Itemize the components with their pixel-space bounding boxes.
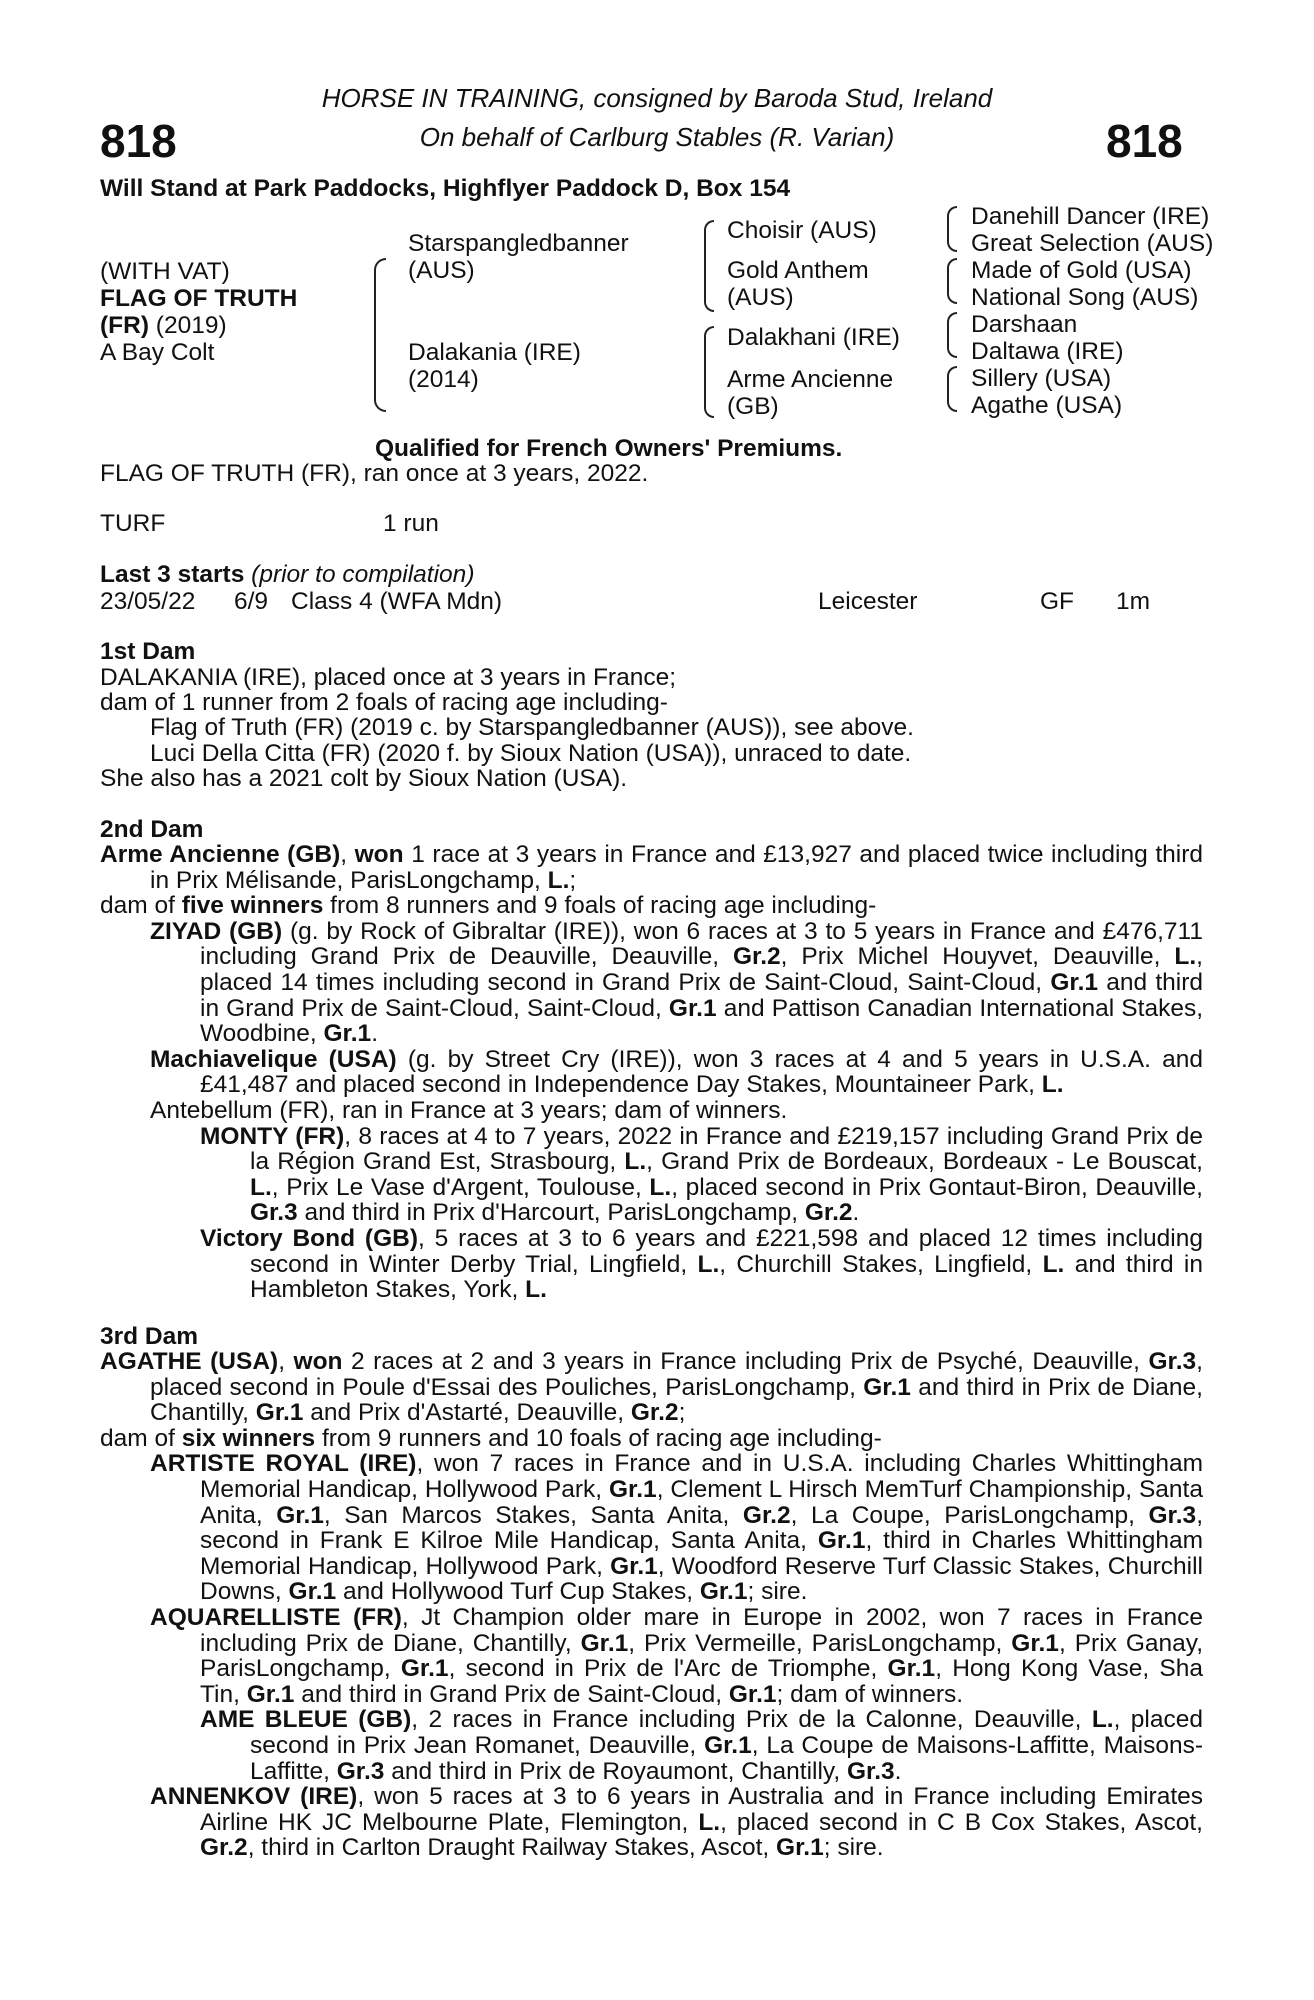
pedigree-g3-0: Danehill Dancer (IRE) <box>971 203 1210 230</box>
consignor-line: HORSE IN TRAINING, consigned by Baroda Stud, Ireland <box>321 83 993 113</box>
horse-origin-year <box>100 313 227 339</box>
record-surface: TURF <box>100 510 166 537</box>
start-date: 23/05/22 <box>100 588 196 615</box>
pedigree-brace-g3-3 <box>947 312 957 358</box>
race-summary: FLAG OF TRUTH (FR), ran once at 3 years, 2022. <box>100 460 649 487</box>
pedigree-g3-4: Darshaan <box>971 311 1078 338</box>
pedigree-sire-origin: (AUS) <box>408 257 475 284</box>
record-runs: 1 run <box>383 510 439 537</box>
dam2-entry-ziyad: ZIYAD (GB) (g. by Rock of Gibraltar (IRE)), won 6 races at 3 to 5 years in France and £476,711 including Grand Prix de Deauville, Deauville, Gr.2, Prix Michel Houyvet, Deauville, L., placed 14 times including second in Grand Prix de Saint-Cloud, Saint-Cloud, Gr.1 and third in Grand Prix de Saint-Cloud, Saint-Cloud, Gr.1 and Pattison Canadian International Stakes, Woodbine, Gr.1. <box>150 917 1204 1048</box>
dam2-entry-monty: MONTY (FR), 8 races at 4 to 7 years, 2022 in France and £219,157 including Grand Prix de la Région Grand Est, Strasbourg, L., Grand Prix de Bordeaux, Bordeaux - Le Bouscat, L., Prix Le Vase d'Argent, Toulouse, L., placed second in Prix Gontaut-Biron, Deauville, Gr.3 and third in Prix d'Harcourt, ParisLongchamp, Gr.2. <box>200 1122 1203 1227</box>
dam3-entry-agathe: AGATHE (USA), won 2 races at 2 and 3 years in France including Prix de Psyché, Deauville, Gr.3, placed second in Poule d'Essai des Pouliches, ParisLongchamp, Gr.1 and third in Prix de Diane, Chantilly, Gr.1 and Prix d'Astarté, Deauville, Gr.2; <box>100 1348 1203 1427</box>
dam1-line-4: She also has a 2021 colt by Sioux Nation (USA). <box>100 765 628 792</box>
pedigree-dam-year: (2014) <box>408 366 479 393</box>
pedigree-g3-1: Great Selection (AUS) <box>971 230 1214 257</box>
pedigree-g3-7: Agathe (USA) <box>971 392 1123 419</box>
dam1-line-3: Luci Della Citta (FR) (2020 f. by Sioux Nation (USA)), unraced to date. <box>150 740 912 767</box>
pedigree-brace-g3-2 <box>947 258 957 304</box>
last-starts-title: Last 3 starts <box>100 561 245 588</box>
pedigree-g2-4: Arme Ancienne <box>727 366 894 393</box>
dam2-entry-antebellum: Antebellum (FR), ran in France at 3 years; dam of winners. <box>150 1096 788 1124</box>
pedigree-g3-2: Made of Gold (USA) <box>971 257 1192 284</box>
pedigree-g2-1: Gold Anthem <box>727 257 869 284</box>
dam3-produce: dam of six winners from 9 runners and 10 foals of racing age including- <box>100 1424 882 1452</box>
pedigree-g3-3: National Song (AUS) <box>971 284 1199 311</box>
dam1-line-2: Flag of Truth (FR) (2019 c. by Starspangledbanner (AUS)), see above. <box>150 714 914 741</box>
pedigree-g2-2: (AUS) <box>727 284 794 311</box>
start-distance: 1m <box>1116 588 1151 615</box>
pedigree-brace-sire <box>704 220 714 312</box>
dam2-produce: dam of five winners from 8 runners and 9 foals of racing age including- <box>100 892 877 920</box>
pedigree-g2-5: (GB) <box>727 393 779 420</box>
start-position: 6/9 <box>234 588 269 615</box>
start-going: GF <box>1040 588 1075 615</box>
pedigree-brace-g3-4 <box>947 366 957 412</box>
last-starts-note: (prior to compilation) <box>251 561 475 588</box>
dam1-line-1: dam of 1 runner from 2 foals of racing age including- <box>100 689 668 716</box>
last-starts-heading <box>100 562 474 588</box>
start-class: Class 4 (WFA Mdn) <box>291 588 503 615</box>
pedigree-g3-5: Daltawa (IRE) <box>971 338 1124 365</box>
pedigree-brace-g3-1 <box>947 206 957 252</box>
dam3-body <box>100 1349 1203 1861</box>
dam3-entry-ame-bleue: AME BLEUE (GB), 2 races in France including Prix de la Calonne, Deauville, L., placed second in Prix Jean Romanet, Deauville, Gr.1, La Coupe de Maisons-Laffitte, Maisons-Laffitte, Gr.3 and third in Prix de Royaumont, Chantilly, Gr.3. <box>200 1706 1203 1785</box>
pedigree-g2-3: Dalakhani (IRE) <box>727 324 900 351</box>
horse-name: FLAG OF TRUTH <box>100 285 298 312</box>
horse-suffix: (FR) <box>100 312 149 339</box>
dam1-line-0: DALAKANIA (IRE), placed once at 3 years in France; <box>100 664 677 691</box>
dam3-entry-artiste-royal: ARTISTE ROYAL (IRE), won 7 races in France and in U.S.A. including Charles Whittingham Memorial Handicap, Hollywood Park, Gr.1, Clement L Hirsch MemTurf Championship, Santa Anita, Gr.1, San Marcos Stakes, Santa Anita, Gr.2, La Coupe, ParisLongchamp, Gr.3, second in Frank E Kilroe Mile Handicap, Santa Anita, Gr.1, third in Charles Whittingham Memorial Handicap, Hollywood Park, Gr.1, Woodford Reserve Turf Classic Stakes, Churchill Downs, Gr.1 and Hollywood Turf Cup Stakes, Gr.1; sire. <box>150 1450 1203 1606</box>
dam3-heading: 3rd Dam <box>100 1323 199 1350</box>
lot-number-left: 818 <box>100 115 177 167</box>
horse-year: (2019) <box>155 312 227 339</box>
dam3-entry-annenkov: ANNENKOV (IRE), won 5 races at 3 to 6 years in Australia and in France including Emirates Airline HK JC Melbourne Plate, Flemington, L., placed second in C B Cox Stakes, Ascot, Gr.2, third in Carlton Draught Railway Stakes, Ascot, Gr.1; sire. <box>150 1783 1204 1862</box>
premium-note: Qualified for French Owners' Premiums. <box>375 435 843 462</box>
dam2-heading: 2nd Dam <box>100 816 204 843</box>
vat-note: (WITH VAT) <box>100 258 230 285</box>
dam2-entry-arme: Arme Ancienne (GB), won 1 race at 3 years in France and £13,927 and placed twice including third in Prix Mélisande, ParisLongchamp, L.; <box>100 841 1203 894</box>
pedigree-dam-name: Dalakania (IRE) <box>408 339 581 366</box>
pedigree-sire-name: Starspangledbanner <box>408 230 629 257</box>
start-course: Leicester <box>818 588 918 615</box>
dam2-entry-machiavelique: Machiavelique (USA) (g. by Street Cry (IRE)), won 3 races at 4 and 5 years in U.S.A. and £41,487 and placed second in Independence Day Stakes, Mountaineer Park, L. <box>150 1045 1203 1099</box>
horse-sex: A Bay Colt <box>100 339 215 366</box>
on-behalf-line: On behalf of Carlburg Stables (R. Varian) <box>419 122 895 152</box>
dam3-entry-aquarelliste: AQUARELLISTE (FR), Jt Champion older mare in Europe in 2002, won 7 races in France including Prix de Diane, Chantilly, Gr.1, Prix Vermeille, ParisLongchamp, Gr.1, Prix Ganay, ParisLongchamp, Gr.1, second in Prix de l'Arc de Triomphe, Gr.1, Hong Kong Vase, Sha Tin, Gr.1 and third in Grand Prix de Saint-Cloud, Gr.1; dam of winners. <box>150 1603 1204 1708</box>
dam2-body <box>100 842 1203 1303</box>
dam1-heading: 1st Dam <box>100 638 196 665</box>
dam2-entry-victory-bond: Victory Bond (GB), 5 races at 3 to 6 years and £221,598 and placed 12 times including second in Winter Derby Trial, Lingfield, L., Churchill Stakes, Lingfield, L. and third in Hambleton Stakes, York, L. <box>200 1224 1204 1304</box>
pedigree-g3-6: Sillery (USA) <box>971 365 1112 392</box>
pedigree-g2-0: Choisir (AUS) <box>727 217 877 244</box>
stand-location: Will Stand at Park Paddocks, Highflyer Paddock D, Box 154 <box>100 175 791 202</box>
lot-number-right: 818 <box>1106 115 1183 167</box>
pedigree-brace-main <box>374 258 386 412</box>
pedigree-brace-dam <box>704 326 714 418</box>
